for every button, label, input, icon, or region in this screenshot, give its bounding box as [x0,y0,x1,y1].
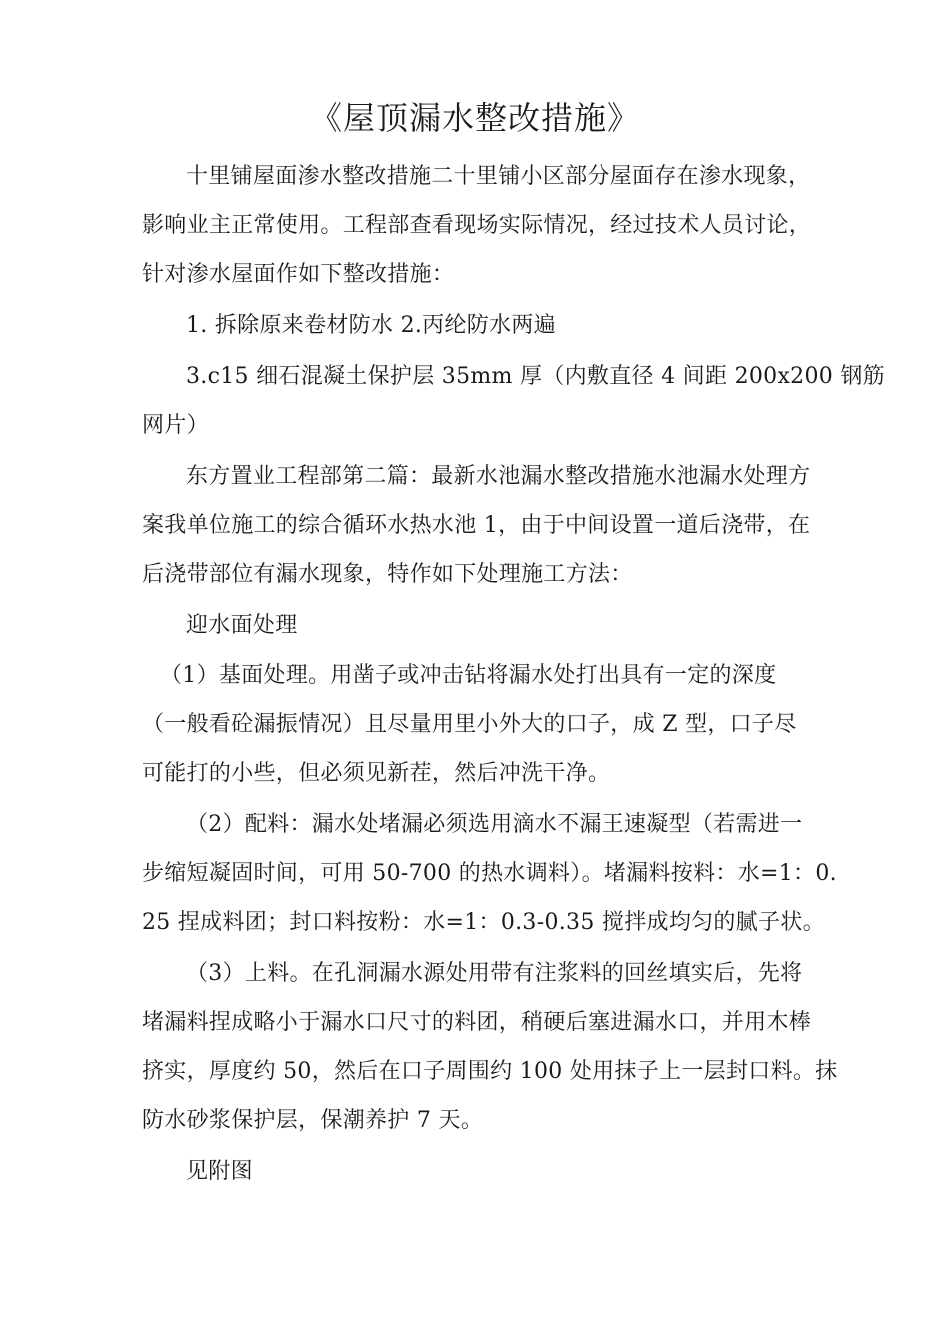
section-heading: 迎水面处理 [186,613,298,638]
paragraph-line: 防水砂浆保护层，保潮养护 7 天。 [142,1108,484,1133]
paragraph-line: 东方置业工程部第二篇：最新水池漏水整改措施水池漏水处理方 [186,464,811,489]
document-title: 《屋顶漏水整改措施》 [309,99,640,137]
paragraph-line: 针对渗水屋面作如下整改措施： [142,262,455,287]
paragraph-line: 堵漏料捏成略小于漏水口尺寸的料团，稍硬后塞进漏水口，并用木棒 [142,1010,812,1035]
paragraph-line: （3）上料。在孔洞漏水源处用带有注浆料的回丝填实后，先将 [186,961,803,986]
paragraph-line: 3.c15 细石混凝土保护层 35mm 厚（内敷直径 4 间距 200x200 钢筋 [186,364,885,389]
paragraph-line: 案我单位施工的综合循环水热水池 1，由于中间设置一道后浇带，在 [142,513,811,538]
paragraph-line: 步缩短凝固时间，可用 50-700 的热水调料）。堵漏料按料：水=1：0. [142,861,837,886]
paragraph-line: （1）基面处理。用凿子或冲击钻将漏水处打出具有一定的深度 [160,663,777,688]
paragraph-line: （2）配料：漏水处堵漏必须选用滴水不漏王速凝型（若需进一 [186,812,803,837]
paragraph-line: 挤实，厚度约 50，然后在口子周围约 100 处用抹子上一层封口料。抹 [142,1059,838,1084]
paragraph-line: 网片） [142,413,209,438]
paragraph-line: 可能打的小些，但必须见新茬，然后冲洗干净。 [142,761,611,786]
paragraph-line: 影响业主正常使用。工程部查看现场实际情况，经过技术人员讨论， [142,213,812,238]
paragraph-line: 25 捏成料团；封口料按粉：水=1：0.3-0.35 搅拌成均匀的腻子状。 [142,910,825,935]
paragraph-line: 后浇带部位有漏水现象，特作如下处理施工方法： [142,562,633,587]
paragraph-line: 十里铺屋面渗水整改措施二十里铺小区部分屋面存在渗水现象， [186,164,811,189]
figure-reference: 见附图 [186,1159,253,1184]
paragraph-line: 1. 拆除原来卷材防水 2.丙纶防水两遍 [186,313,556,338]
paragraph-line: （一般看砼漏振情况）且尽量用里小外大的口子，成 Z 型，口子尽 [142,712,797,737]
